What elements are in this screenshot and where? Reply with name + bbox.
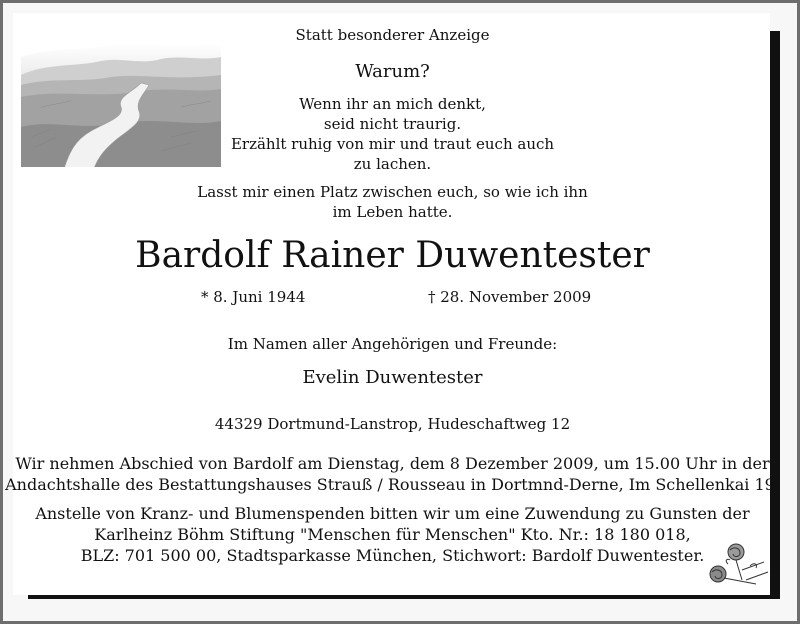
birth-date: * 8. Juni 1944 [201, 288, 306, 306]
poem-line: Wenn ihr an mich denkt, [299, 95, 486, 113]
notice-header: Statt besonderer Anzeige [295, 26, 490, 44]
card-shadow-bottom [28, 595, 780, 599]
page-frame [3, 3, 797, 621]
roses-icon [706, 540, 776, 588]
farewell-line: Andachtshalle des Bestattungshauses Strauß / Rousseau in Dortmnd-Derne, Im Schellenkai 19. [5, 475, 780, 494]
donation-line: BLZ: 701 500 00, Stadtsparkasse München, Stichwort: Bardolf Duwentester. [80, 546, 705, 565]
deceased-name: Bardolf Rainer Duwentester [135, 235, 650, 276]
poem-line: Lasst mir einen Platz zwischen euch, so wie ich ihn [197, 183, 588, 201]
poem-title: Warum? [355, 61, 430, 82]
signatory-name: Evelin Duwentester [302, 367, 483, 388]
poem-line: seid nicht traurig. [323, 115, 462, 133]
donation-line: Anstelle von Kranz- und Blumenspenden bitten wir um eine Zuwendung zu Gunsten der [35, 504, 750, 523]
poem-line: Erzählt ruhig von mir und traut euch auch [230, 135, 555, 153]
address: 44329 Dortmund-Lanstrop, Hudeschaftweg 12 [214, 415, 571, 433]
poem-line: im Leben hatte. [332, 203, 453, 221]
death-date: † 28. November 2009 [428, 288, 592, 306]
poem-line: zu lachen. [353, 155, 432, 173]
farewell-line: Wir nehmen Abschied von Bardolf am Dienstag, dem 8 Dezember 2009, um 15.00 Uhr in der [15, 454, 770, 473]
family-intro: Im Namen aller Angehörigen und Freunde: [227, 335, 558, 353]
donation-line: Karlheinz Böhm Stiftung "Menschen für Menschen" Kto. Nr.: 18 180 018, [94, 525, 691, 544]
